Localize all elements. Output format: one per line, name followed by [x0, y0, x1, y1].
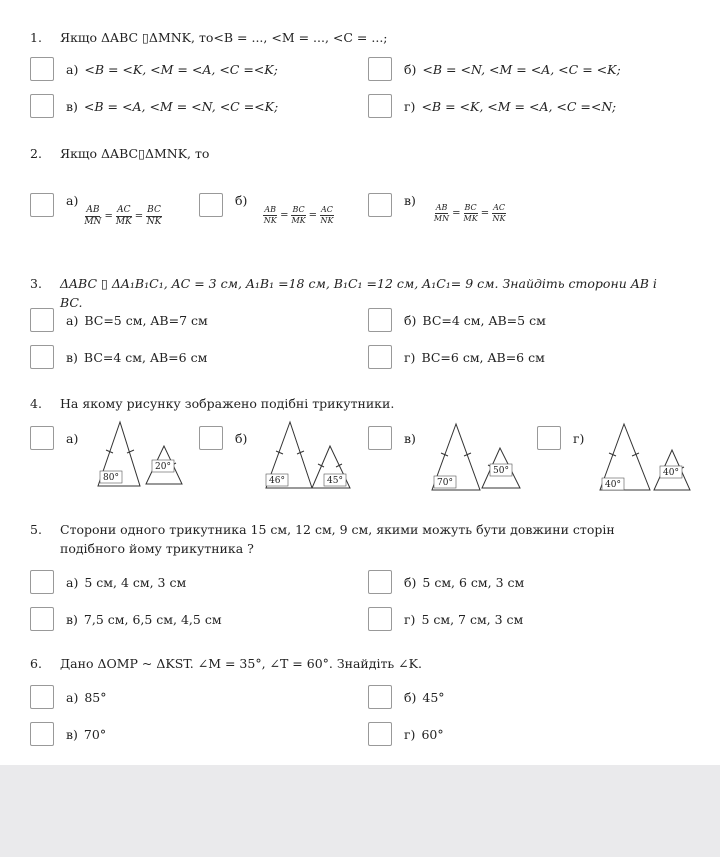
numerator: AB — [86, 205, 100, 215]
numerator: BC — [147, 205, 161, 215]
question-number: 4. — [30, 396, 42, 411]
angle-label: 40° — [605, 480, 621, 490]
answer-checkbox[interactable] — [30, 57, 54, 81]
option-letter: в) — [66, 726, 78, 742]
answer-checkbox[interactable] — [30, 426, 54, 450]
option-4d[interactable] — [537, 425, 590, 451]
question-number: 2. — [30, 146, 42, 161]
denominator: MK — [463, 214, 478, 223]
empty-footer-area — [0, 765, 720, 857]
question-text: Якщо ΔABC▯ΔMNK, то — [60, 146, 210, 161]
option-letter: б) — [404, 61, 417, 77]
option-3a[interactable] — [30, 307, 208, 333]
option-6c[interactable] — [30, 721, 106, 747]
numerator: BC — [292, 205, 305, 214]
option-3b[interactable] — [368, 307, 546, 333]
question-text: Дано ΔOMP ~ ΔKST. ∠M = 35°, ∠T = 60°. Знайдіть ∠K. — [60, 656, 422, 671]
option-letter: г) — [404, 726, 416, 742]
option-letter: г) — [404, 98, 416, 114]
option-2a[interactable] — [30, 193, 162, 233]
answer-checkbox[interactable] — [368, 345, 392, 369]
option-3d[interactable] — [368, 344, 545, 370]
option-letter: в) — [404, 193, 416, 208]
numerator: BC — [464, 203, 477, 212]
option-1d[interactable] — [368, 93, 616, 119]
option-2b[interactable] — [199, 193, 334, 233]
option-letter: б) — [235, 193, 248, 208]
answer-checkbox[interactable] — [30, 722, 54, 746]
option-text: <B = <A, <M = <N, <C =<K; — [83, 98, 279, 114]
option-letter: г) — [404, 349, 416, 365]
angle-label: 50° — [493, 466, 509, 476]
option-text: 5 см, 6 см, 3 см — [422, 574, 525, 590]
question-2 — [30, 144, 209, 163]
option-letter: б) — [404, 689, 417, 705]
option-text: 45° — [422, 689, 445, 705]
answer-checkbox[interactable] — [30, 193, 54, 217]
option-text: BC=4 см, AB=6 см — [83, 349, 208, 365]
option-text: <B = <K, <M = <A, <C =<N; — [421, 98, 617, 114]
angle-label: 40° — [663, 468, 679, 478]
answer-checkbox[interactable] — [368, 426, 392, 450]
answer-checkbox[interactable] — [368, 57, 392, 81]
option-2c[interactable] — [368, 193, 506, 233]
numerator: AC — [117, 205, 131, 215]
answer-checkbox[interactable] — [30, 345, 54, 369]
option-letter: б) — [404, 312, 417, 328]
triangles-figure-b — [262, 420, 352, 490]
question-text: ΔABC ▯ ΔA₁B₁C₁, AC = 3 см, A₁B₁ =18 см, B₁C₁ =12 см, A₁C₁= 9 см. Знайдіть сторони AB і BC. — [60, 276, 657, 310]
option-1a[interactable] — [30, 56, 278, 82]
answer-checkbox[interactable] — [537, 426, 561, 450]
question-4 — [30, 394, 394, 413]
angle-label: 45° — [327, 476, 343, 486]
triangles-figure-c — [430, 420, 525, 492]
question-number: 6. — [30, 656, 42, 671]
option-letter: а) — [66, 574, 79, 590]
option-6b[interactable] — [368, 684, 445, 710]
option-letter: в) — [404, 430, 416, 446]
option-letter: б) — [235, 430, 248, 446]
option-text: 7,5 см, 6,5 см, 4,5 см — [83, 611, 222, 627]
denominator: MN — [433, 214, 450, 223]
option-text: BC=6 см, AB=6 см — [421, 349, 545, 365]
option-3c[interactable] — [30, 344, 207, 370]
option-text: BC=5 см, AB=7 см — [84, 312, 208, 328]
option-5b[interactable] — [368, 569, 524, 595]
denominator: NK — [146, 217, 162, 227]
option-letter: а) — [66, 312, 79, 328]
option-4a[interactable] — [30, 425, 84, 451]
answer-checkbox[interactable] — [368, 308, 392, 332]
option-letter: а) — [66, 430, 79, 446]
option-1b[interactable] — [368, 56, 621, 82]
answer-checkbox[interactable] — [368, 570, 392, 594]
denominator: MK — [291, 216, 306, 225]
answer-checkbox[interactable] — [30, 607, 54, 631]
option-letter: б) — [404, 574, 417, 590]
numerator: AC — [493, 203, 505, 212]
option-letter: в) — [66, 98, 78, 114]
option-letter: в) — [66, 611, 78, 627]
question-number: 1. — [30, 30, 42, 45]
angle-label: 20° — [155, 462, 171, 472]
option-text: 5 см, 4 см, 3 см — [84, 574, 187, 590]
answer-checkbox[interactable] — [368, 722, 392, 746]
question-number: 5. — [30, 522, 42, 537]
numerator: AB — [435, 203, 448, 212]
option-letter: а) — [66, 689, 79, 705]
option-4c[interactable] — [368, 425, 422, 451]
answer-checkbox[interactable] — [368, 193, 392, 217]
angle-label: 70° — [437, 478, 453, 488]
answer-checkbox[interactable] — [199, 193, 223, 217]
denominator: MN — [84, 217, 102, 227]
angle-label: 46° — [269, 476, 285, 486]
option-letter: г) — [404, 611, 416, 627]
option-letter: а) — [66, 61, 79, 77]
answer-checkbox[interactable] — [30, 308, 54, 332]
angle-label: 80° — [103, 473, 119, 483]
option-text: 85° — [84, 689, 107, 705]
option-text: 5 см, 7 см, 3 см — [421, 611, 524, 627]
proportion: $\frac{AB}{MN}$ = $\frac{AC}{MK}$ = $\frac{BC}{NK}$ — [84, 205, 162, 227]
option-text: 60° — [421, 726, 444, 742]
question-5 — [30, 520, 620, 558]
numerator: AB — [264, 205, 277, 214]
question-1 — [30, 28, 388, 47]
answer-checkbox[interactable] — [199, 426, 223, 450]
answer-checkbox[interactable] — [368, 607, 392, 631]
question-text: На якому рисунку зображено подібні трикутники. — [60, 396, 395, 411]
proportion: $\frac{AB}{MN}$ = $\frac{BC}{MK}$ = $\frac{AC}{NK}$ — [433, 203, 506, 223]
proportion: $\frac{AB}{NK}$ = $\frac{BC}{MK}$ = $\frac{AC}{NK}$ — [263, 205, 334, 225]
option-5c[interactable] — [30, 606, 222, 632]
option-text: <B = <N, <M = <A, <C = <K; — [422, 61, 621, 77]
question-6 — [30, 654, 422, 673]
option-5d[interactable] — [368, 606, 523, 632]
option-1c[interactable] — [30, 93, 278, 119]
option-6d[interactable] — [368, 721, 444, 747]
answer-checkbox[interactable] — [30, 570, 54, 594]
option-letter: а) — [66, 193, 79, 208]
denominator: NK — [320, 216, 334, 225]
answer-checkbox[interactable] — [368, 685, 392, 709]
answer-checkbox[interactable] — [30, 685, 54, 709]
answer-checkbox[interactable] — [30, 94, 54, 118]
triangles-figure-a — [94, 420, 184, 490]
tick-mark — [127, 450, 134, 453]
option-text: 70° — [83, 726, 107, 742]
question-text: Сторони одного трикутника 15 см, 12 см, 9 см, якими можуть бути довжини сторін подібного йому трикутника ? — [60, 522, 615, 556]
option-letter: г) — [573, 430, 585, 446]
option-text: <B = <K, <M = <A, <C =<K; — [84, 61, 278, 77]
numerator: AC — [321, 205, 333, 214]
option-text: BC=4 см, AB=5 см — [422, 312, 546, 328]
option-4b[interactable] — [199, 425, 253, 451]
denominator: NK — [263, 216, 277, 225]
option-5a[interactable] — [30, 569, 186, 595]
answer-checkbox[interactable] — [368, 94, 392, 118]
option-letter: в) — [66, 349, 78, 365]
option-6a[interactable] — [30, 684, 107, 710]
denominator: MK — [115, 217, 132, 227]
triangles-figure-d — [598, 420, 693, 492]
denominator: NK — [492, 214, 506, 223]
question-text: Якщо ΔABC ▯ΔMNK, то<B = ..., <M = ..., <C = ...; — [60, 30, 388, 45]
question-number: 3. — [30, 276, 42, 291]
